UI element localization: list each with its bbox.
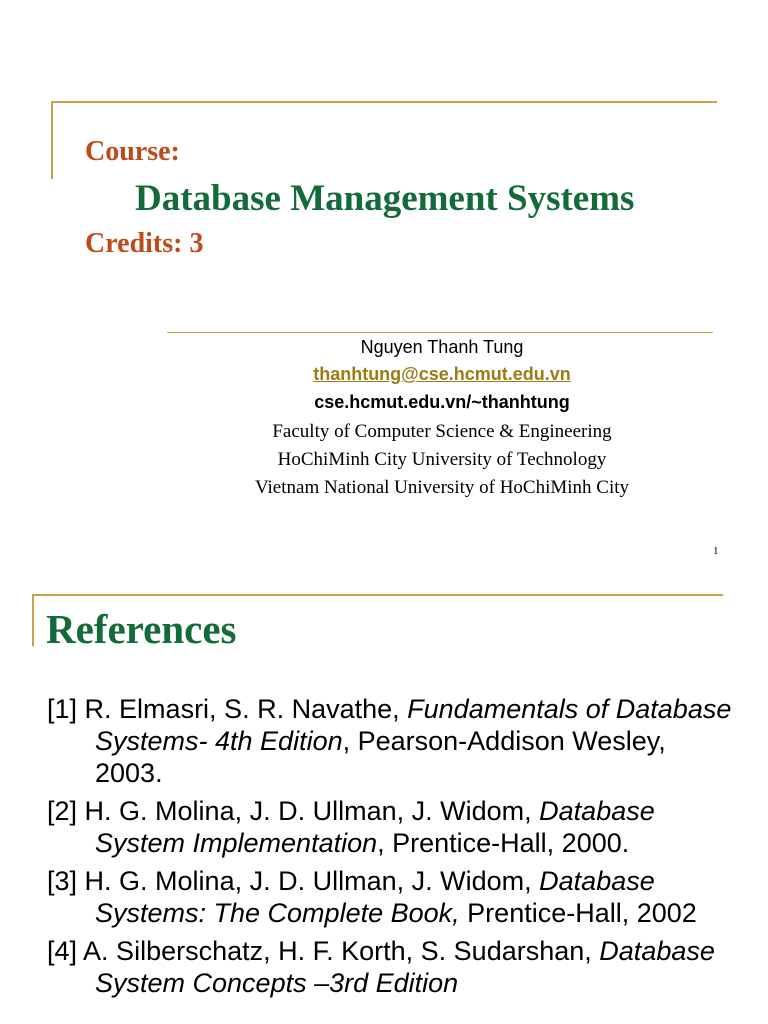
author-name: Nguyen Thanh Tung (360, 337, 524, 357)
reference-publisher: , Prentice-Hall, 2000. (377, 828, 630, 858)
reference-number: [3] (47, 866, 78, 896)
reference-authors: H. G. Molina, J. D. Ullman, J. Widom, (84, 866, 532, 896)
university-name: HoChiMinh City University of Technology (277, 449, 607, 470)
reference-publisher: Prentice-Hall, 2002 (467, 898, 697, 928)
reference-item (47, 865, 737, 929)
author-divider-line (167, 332, 713, 333)
references-slide (0, 575, 768, 1024)
faculty-name: Faculty of Computer Science & Engineering (272, 421, 612, 442)
website-url: cse.hcmut.edu.vn/~thanhtung (314, 392, 570, 412)
course-title: Database Management Systems (135, 178, 635, 219)
reference-item (47, 795, 737, 859)
references-heading: References (46, 606, 237, 652)
reference-list (47, 693, 737, 1005)
top-divider-line (32, 594, 723, 596)
page-number: 1 (713, 545, 719, 557)
reference-authors: R. Elmasri, S. R. Navathe, (84, 694, 400, 724)
reference-publisher: , Pearson-Addison Wesley, 2003. (95, 726, 666, 788)
reference-title: Fundamentals of Database Systems- 4th Edition (95, 694, 732, 756)
left-accent-line (51, 101, 53, 179)
top-divider-line (51, 101, 717, 103)
reference-title: Database Systems: The Complete Book, (95, 866, 655, 928)
reference-title: Database System Concepts –3rd Edition (95, 936, 715, 998)
reference-title: Database System Implementation (95, 796, 655, 858)
credits-label: Credits: 3 (85, 228, 204, 259)
reference-item (47, 935, 737, 999)
course-label: Course: (85, 136, 180, 167)
reference-number: [4] (47, 936, 78, 966)
reference-number: [2] (47, 796, 78, 826)
reference-authors: H. G. Molina, J. D. Ullman, J. Widom, (84, 796, 532, 826)
reference-number: [1] (47, 694, 78, 724)
reference-item (47, 693, 737, 789)
national-university-name: Vietnam National University of HoChiMinh City (254, 477, 630, 498)
reference-authors: A. Silberschatz, H. F. Korth, S. Sudarshan, (83, 936, 592, 966)
email-link[interactable]: thanhtung@cse.hcmut.edu.vn (313, 364, 571, 384)
left-accent-line (32, 594, 34, 646)
